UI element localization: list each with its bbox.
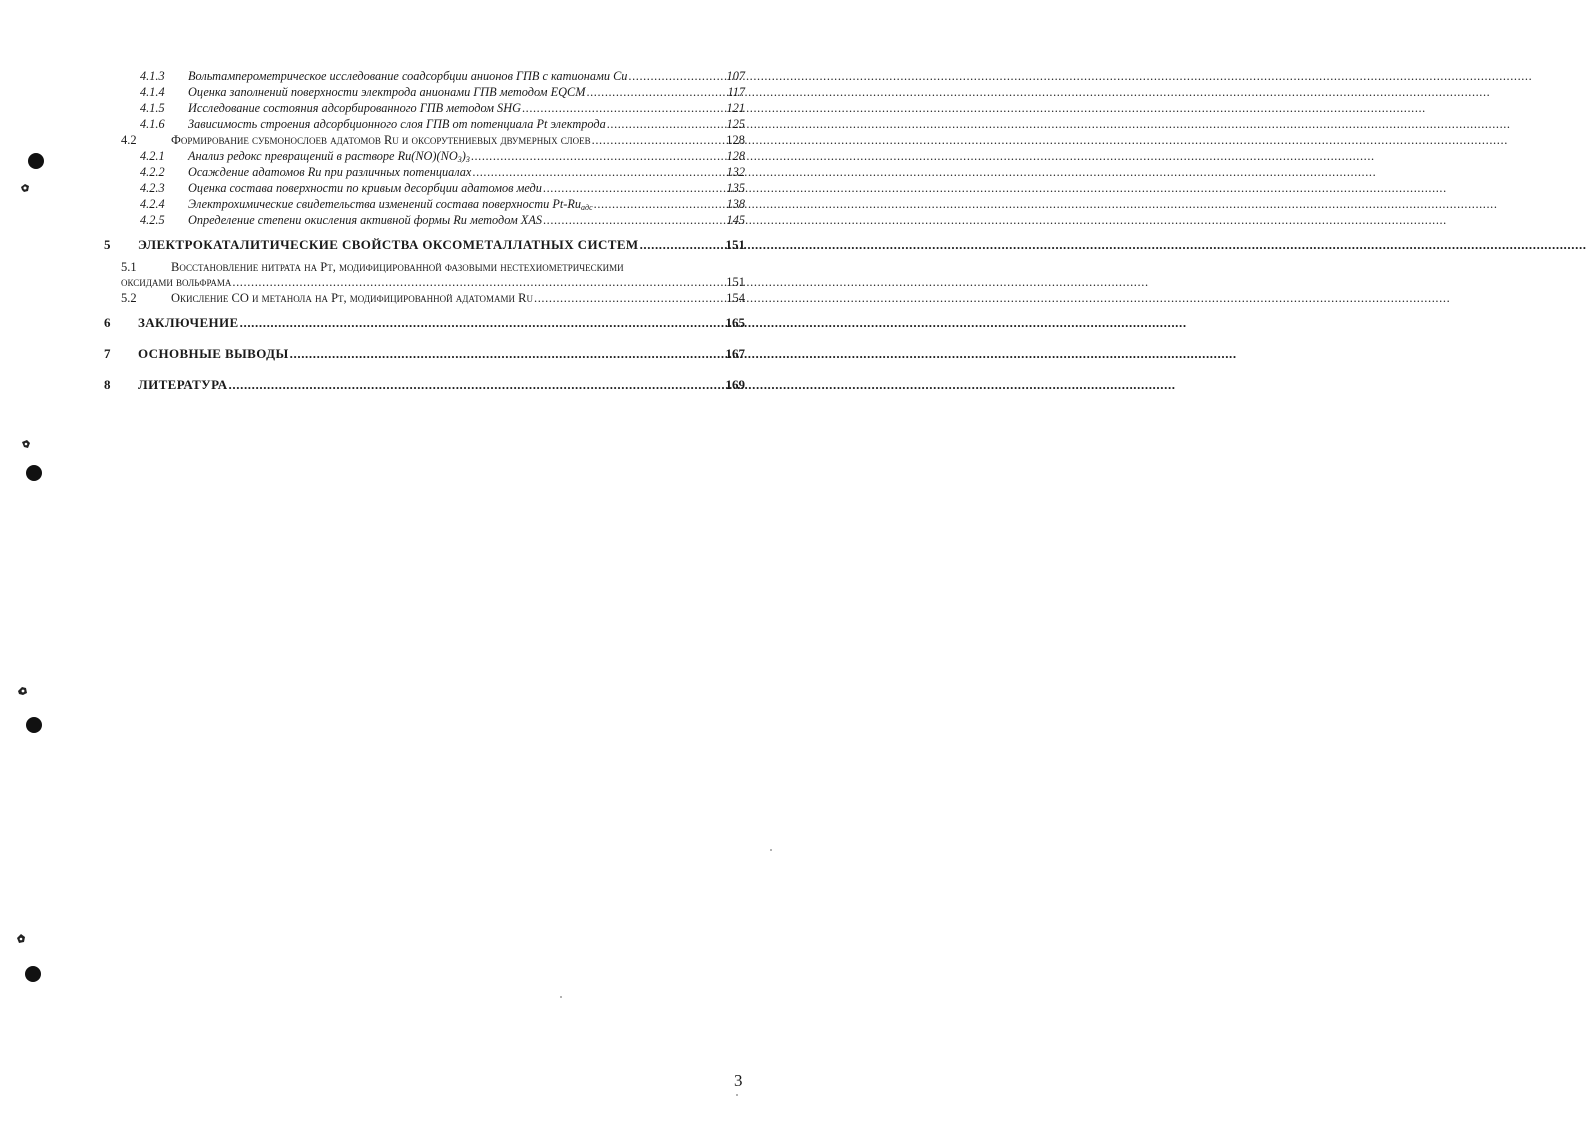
toc-leader-dots [586, 85, 726, 100]
toc-entry-number: 5.2 [121, 291, 137, 305]
toc-entry-title: ЗАКЛЮЧЕНИЕ [138, 315, 239, 330]
toc-entry-title: ОСНОВНЫЕ ВЫВОДЫ [138, 346, 289, 361]
toc-entry-title: Вольтамперометрическое исследование соадсорбции анионов ГПВ с катионами Cu [188, 69, 628, 83]
toc-entry-title: ЛИТЕРАТУРА [138, 377, 228, 392]
toc-entry-4-2-3[interactable] [140, 181, 745, 197]
punch-hole [25, 966, 41, 982]
punch-hole [26, 465, 42, 481]
toc-leader-dots [229, 377, 725, 393]
toc-entry-4-2-1[interactable] [140, 149, 745, 165]
toc-entry-number: 8 [104, 377, 111, 392]
toc-chapter-7[interactable] [104, 346, 745, 364]
punch-hole [28, 153, 44, 169]
scan-artifact [17, 685, 29, 697]
scan-artifact [19, 182, 31, 194]
toc-entry-page: 169 [725, 377, 745, 392]
toc-entry-title: Электрохимические свидетельства изменений состава поверхности $Pt-Ru_{адс}$ [188, 197, 593, 212]
toc-entry-title: Осаждение адатомов Ru при различных потенциалах [188, 165, 472, 179]
toc-entry-page: 125 [726, 117, 745, 131]
toc-entry-4-1-6[interactable] [140, 117, 745, 133]
toc-entry-title: ЭЛЕКТРОКАТАЛИТИЧЕСКИЕ СВОЙСТВА ОКСОМЕТАЛЛАТНЫХ СИСТЕМ [138, 237, 639, 252]
toc-leader-dots [640, 237, 725, 253]
toc-entry-title-continued: оксидами вольфрама [121, 275, 232, 289]
toc-entry-number: 6 [104, 315, 111, 330]
toc-entry-title: Окисление CO и метанола на Pt, модифицированной адатомами Ru [171, 291, 533, 305]
toc-entry-page: 154 [726, 291, 745, 305]
toc-entry-page: 135 [726, 181, 745, 195]
scan-artifact [15, 933, 27, 945]
toc-leader-dots [594, 197, 726, 212]
toc-leader-dots [240, 315, 725, 331]
toc-entry-number: 4.2.2 [140, 165, 165, 179]
punch-hole [26, 717, 42, 733]
toc-entry-number: 4.2.1 [140, 149, 165, 163]
toc-entry-page: 138 [726, 197, 745, 211]
toc-chapter-6[interactable] [104, 315, 745, 333]
toc-entry-4-2[interactable] [121, 133, 745, 149]
toc-entry-page: 165 [725, 315, 745, 330]
toc-leader-dots [522, 101, 726, 116]
toc-entry-number: 4.1.6 [140, 117, 165, 131]
toc-entry-page: 107 [726, 69, 745, 83]
toc-chapter-8[interactable] [104, 377, 745, 395]
toc-entry-page: 167 [725, 346, 745, 361]
toc-entry-4-2-5[interactable] [140, 213, 745, 229]
toc-entry-title: Оценка состава поверхности по кривым десорбции адатомов меди [188, 181, 542, 195]
toc-leader-dots [534, 291, 725, 306]
toc-leader-dots [628, 69, 725, 84]
toc-leader-dots [607, 117, 726, 132]
toc-leader-dots [290, 346, 725, 362]
toc-entry-title: Восстановление нитрата на Pt, модифицированной фазовыми нестехиометрическими [171, 260, 624, 274]
toc-entry-number: 4.2 [121, 133, 137, 147]
scan-speck [560, 996, 562, 998]
toc-entry-page: 145 [726, 213, 745, 227]
toc-entry-5-2[interactable] [121, 291, 745, 307]
toc-entry-title: Анализ редокс превращений в растворе $Ru(NO)(NO_3)_3$ [188, 149, 470, 164]
toc-entry-page: 128 [726, 149, 745, 163]
toc-entry-page: 132 [726, 165, 745, 179]
toc-leader-dots [543, 213, 726, 228]
scan-speck [736, 1094, 738, 1096]
scan-artifact [20, 438, 32, 450]
toc-entry-page: 151 [725, 237, 745, 252]
toc-leader-dots [471, 149, 726, 164]
toc-entry-number: 4.1.5 [140, 101, 165, 115]
toc-entry-4-2-2[interactable] [140, 165, 745, 181]
toc-entry-title: Формирование субмонослоев адатомов Ru и оксорутениевых двумерных слоев [171, 133, 591, 147]
toc-entry-4-1-5[interactable] [140, 101, 745, 117]
toc-entry-5-1-line1[interactable] [121, 260, 745, 275]
toc-entry-title: Зависимость строения адсорбционного слоя ГПВ от потенциала Pt электрода [188, 117, 606, 131]
toc-leader-dots [592, 133, 726, 148]
toc-entry-page: 117 [727, 85, 745, 99]
toc-entry-number: 5 [104, 237, 111, 252]
toc-entry-5-1-line2[interactable] [121, 275, 745, 291]
toc-entry-page: 151 [726, 275, 745, 289]
toc-chapter-5[interactable] [104, 237, 745, 255]
toc-entry-4-2-4[interactable] [140, 197, 745, 213]
toc-leader-dots [232, 275, 725, 290]
toc-leader-dots [543, 181, 726, 196]
scan-speck [770, 849, 772, 851]
toc-entry-page: 128 [726, 133, 745, 147]
toc-entry-title: Определение степени окисления активной формы Ru методом XAS [188, 213, 542, 227]
page-number: 3 [734, 1071, 743, 1090]
toc-entry-number: 4.2.3 [140, 181, 165, 195]
toc-entry-number: 4.2.5 [140, 213, 165, 227]
toc-entry-number: 4.1.4 [140, 85, 165, 99]
toc-entry-title: Оценка заполнений поверхности электрода анионами ГПВ методом EQCM [188, 85, 586, 99]
toc-entry-title: Исследование состояния адсорбированного ГПВ методом SHG [188, 101, 521, 115]
toc-entry-number: 4.2.4 [140, 197, 165, 211]
toc-entry-page: 121 [726, 101, 745, 115]
toc-entry-number: 4.1.3 [140, 69, 165, 83]
toc-entry-number: 7 [104, 346, 111, 361]
toc-leader-dots [472, 165, 725, 180]
toc-entry-number: 5.1 [121, 260, 137, 274]
toc-entry-4-1-4[interactable] [140, 85, 745, 101]
toc-entry-4-1-3[interactable] [140, 69, 745, 85]
